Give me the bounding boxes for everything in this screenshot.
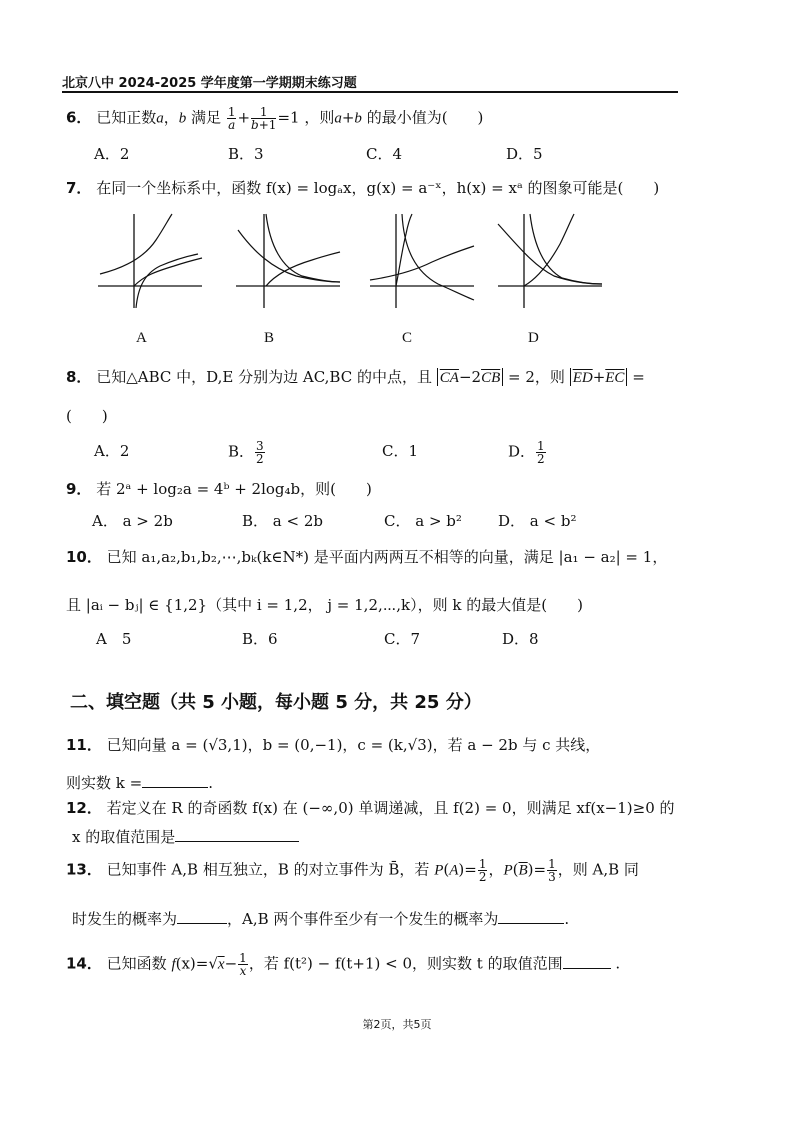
curve [266, 214, 340, 282]
question-text: ，A,B 两个事件至少有一个发生的概率为 [227, 910, 499, 928]
question-text: x 的取值范围是 [72, 828, 176, 846]
question-text: = [632, 368, 645, 386]
answer-blank[interactable] [563, 954, 611, 969]
question-text: 若 2ᵃ + log₂a = 4ᵇ + 2log₄b，则( ) [96, 480, 372, 498]
option-c: C．4 [366, 145, 403, 163]
fraction: $\frac{1}{a}$ [227, 105, 236, 132]
graph-c [366, 210, 478, 310]
option-c: C．1 [382, 442, 419, 460]
graph-label-c: C [402, 330, 413, 346]
option-b [228, 440, 266, 465]
header-rule [62, 91, 678, 93]
question-text: 若定义在 R 的奇函数 f(x) 在 (−∞,0) 单调递减，且 f(2) = 0，则满足 xf(x−1)≥0 的 [106, 799, 675, 817]
option-d [508, 440, 547, 465]
option-c: C．7 [384, 630, 421, 648]
question-text: 的最小值为( ) [366, 108, 484, 127]
section-title: 二、填空题（共 5 小题，每小题 5 分，共 25 分） [70, 692, 482, 713]
vector-expression: $\overline{ED}+\overline{EC}$ [570, 368, 628, 386]
answer-blank[interactable] [142, 773, 208, 788]
fraction: $\frac{3}{2}$ [256, 439, 264, 466]
question-text: = 2，则 [508, 368, 565, 386]
question-text: 时发生的概率为 [72, 910, 178, 928]
option-c: C． a > b² [384, 512, 462, 530]
question-number: 13． [66, 860, 102, 879]
fraction: $\frac{1}{b+1}$ [251, 105, 277, 132]
answer-blank[interactable] [177, 909, 227, 924]
curve [498, 224, 602, 284]
fraction: $\frac{1}{x}$ [239, 951, 247, 978]
question-12 [66, 797, 675, 818]
question-10-line-2: 且 |aᵢ − bⱼ| ∈ {1,2}（其中 i = 1,2， j = 1,2,⋯,k），则 k 的最大值是( ) [66, 596, 583, 614]
question-text: 已知向量 a = (√3,1)，b = (0,−1)，c = (k,√3)，若 a − 2b 与 c 共线， [106, 736, 601, 754]
question-8 [66, 366, 645, 387]
vector-expression: $\overline{CA}-2\overline{CB}$ [437, 368, 503, 386]
option-letter: D． [508, 442, 536, 461]
question-number: 14． [66, 954, 102, 973]
curve [402, 214, 474, 300]
question-13: 13． 已知事件 A,B 相互独立，B 的对立事件为 B̄，若 P(A)= $\frac{1}{2}$ ，$P(\overline{B})=$ $\frac{1}{3}$ ，则 A,B 同 [66, 857, 639, 884]
question-text: 则实数 k = [66, 774, 143, 792]
question-text: ，若 f(t²) − f(t+1) < 0，则实数 t 的取值范围 [248, 954, 563, 973]
question-9 [66, 478, 372, 499]
graph-d [494, 210, 606, 310]
fraction: $\frac{1}{2}$ [537, 439, 545, 466]
answer-paren: ( ) [66, 407, 108, 425]
page-footer: 第2页，共5页 [362, 1018, 432, 1031]
question-text: 已知 a₁,a₂,b₁,b₂,⋯,bₖ(k∈N*) 是平面内两两互不相等的向量，满足 |a₁ − a₂| = 1， [106, 548, 668, 566]
question-number: 11． [66, 736, 102, 754]
question-text: ，则 [304, 108, 335, 127]
page-header: 北京八中 2024-2025 学年度第一学期期末练习题 [62, 76, 357, 91]
question-number: 7． [66, 179, 92, 197]
graph-label-b: B [264, 330, 275, 346]
question-11-line-2: 则实数 k = . [66, 774, 213, 792]
question-13-line-2: 时发生的概率为 ，A,B 两个事件至少有一个发生的概率为 . [72, 910, 570, 928]
fraction: $\frac{1}{2}$ [478, 857, 487, 884]
option-a: A．2 [94, 442, 130, 460]
option-a: A 5 [96, 630, 132, 648]
option-a: A．2 [94, 145, 130, 163]
question-10 [66, 546, 667, 567]
question-text: ，则 A,B 同 [557, 860, 639, 879]
question-number: 8． [66, 368, 92, 386]
option-d: D． a < b² [498, 512, 577, 530]
question-number: 10． [66, 548, 102, 566]
option-d: D．5 [506, 145, 543, 163]
graph-label-a: A [136, 330, 147, 346]
curve [530, 214, 602, 284]
question-text: 已知正数 [96, 108, 157, 127]
graph-b [232, 210, 344, 310]
option-d: D．8 [502, 630, 539, 648]
option-b: B．6 [242, 630, 278, 648]
question-text: 满足 [191, 108, 222, 127]
question-7 [66, 177, 659, 198]
answer-blank[interactable] [175, 827, 299, 842]
question-11 [66, 734, 600, 755]
question-text: 已知函数 [106, 954, 167, 973]
question-6: 6． 已知正数a，b 满足 $\frac{1}{a}$ + $\frac{1}{b+1}$ =1 ，则a+b 的最小值为( ) [66, 105, 484, 132]
question-text: 在同一个坐标系中，函数 f(x) = logₐx，g(x) = a⁻ˣ，h(x) = xᵃ 的图象可能是( ) [96, 179, 660, 197]
question-number: 9． [66, 480, 92, 498]
option-letter: B． [228, 442, 255, 461]
question-12-line-2 [72, 826, 299, 847]
question-14: 14． 已知函数 f(x)=√x− $\frac{1}{x}$ ，若 f(t²) − f(t+1) < 0，则实数 t 的取值范围 . [66, 951, 621, 978]
answer-blank[interactable] [498, 909, 564, 924]
question-number: 12． [66, 799, 102, 817]
fraction: $\frac{1}{3}$ [548, 857, 556, 884]
option-b: B． a < 2b [242, 512, 323, 530]
graph-label-d: D [528, 330, 539, 346]
graph-a [94, 210, 206, 310]
option-a: A． a > 2b [92, 512, 173, 530]
curve [370, 246, 474, 280]
question-text: 已知△ABC 中，D,E 分别为边 AC,BC 的中点，且 [96, 368, 432, 386]
option-b: B．3 [228, 145, 264, 163]
question-number: 6． [66, 108, 92, 127]
question-text: 已知事件 A,B 相互独立，B 的对立事件为 B̄，若 [106, 860, 430, 879]
